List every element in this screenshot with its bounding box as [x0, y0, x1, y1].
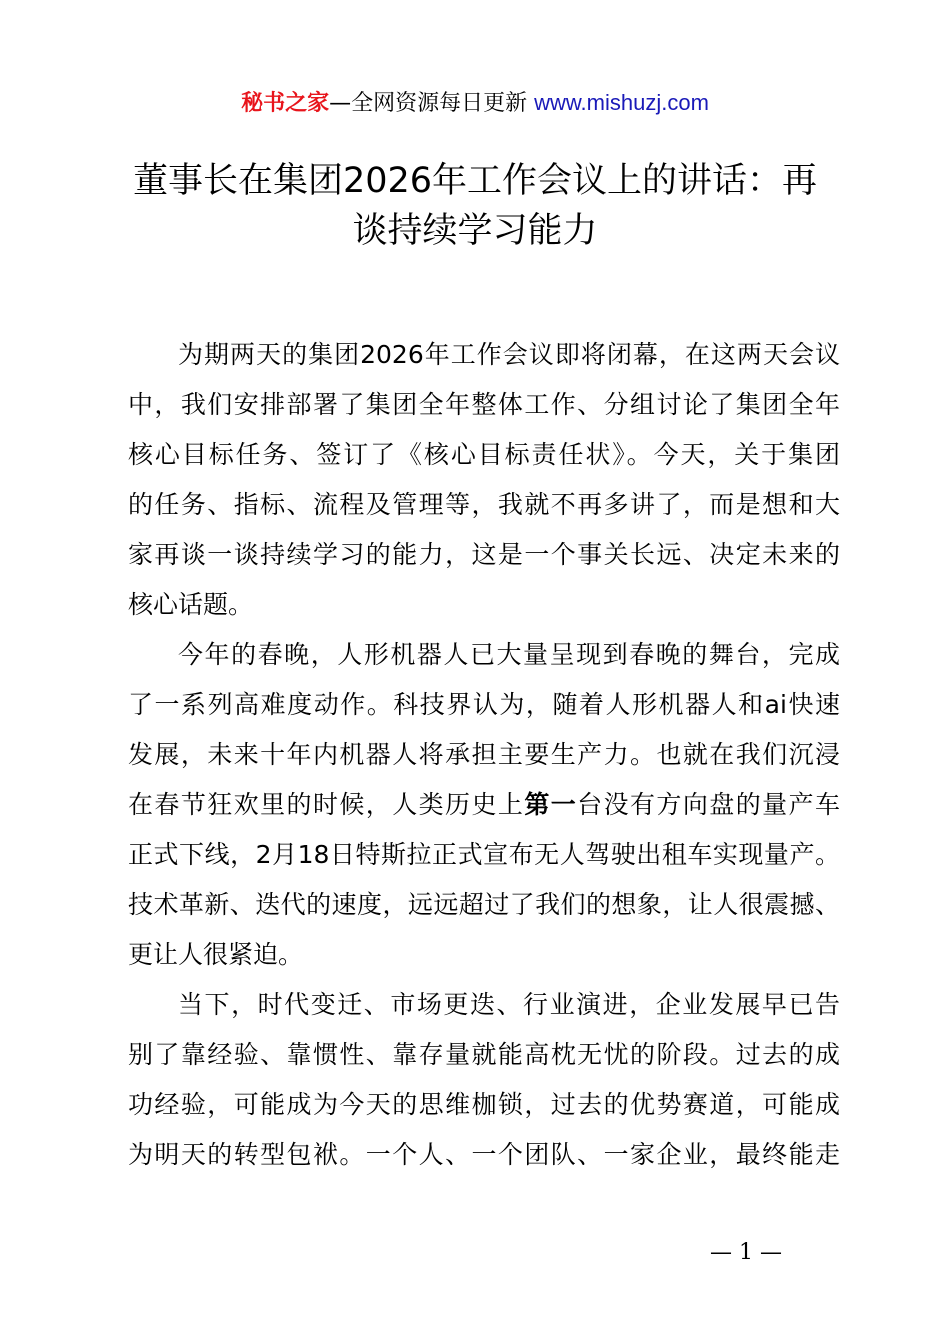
paragraph-line: 了一系列高难度动作。科技界认为，随着人形机器人和ai快速 [128, 690, 840, 719]
title-line-2: 谈持续学习能力 [352, 211, 598, 251]
paragraph-line: 的任务、指标、流程及管理等，我就不再多讲了，而是想和大 [128, 490, 840, 519]
paragraph-line: 核心目标任务、签订了《核心目标责任状》。今天，关于集团 [128, 440, 840, 469]
title-line-1: 董事长在集团2026年工作会议上的讲话：再 [132, 161, 818, 201]
paragraph-line-with-emphasis [128, 780, 840, 830]
paragraph-line: 当下，时代变迁、市场更迭、行业演进，企业发展早已告 [178, 990, 840, 1019]
site-header [0, 86, 950, 121]
paragraph-line: 发展，未来十年内机器人将承担主要生产力。也就在我们沉浸 [128, 740, 840, 769]
paragraph-line: 技术革新、迭代的速度，远远超过了我们的想象，让人很震撼、 [128, 890, 840, 919]
emphasis-text: 第一 [524, 790, 578, 819]
paragraph-line: 中，我们安排部署了集团全年整体工作、分组讨论了集团全年 [128, 390, 840, 419]
document-title [120, 156, 830, 256]
paragraph-line: 为明天的转型包袱。一个人、一个团队、一家企业，最终能走 [128, 1140, 840, 1169]
paragraph-line: 家再谈一谈持续学习的能力，这是一个事关长远、决定未来的 [128, 540, 840, 569]
paragraph-line: 别了靠经验、靠惯性、靠存量就能高枕无忧的阶段。过去的成 [128, 1040, 840, 1069]
brand-name: 秘书之家 [241, 91, 330, 116]
paragraph-1 [128, 330, 840, 630]
document-body [128, 330, 840, 1180]
paragraph-line: 为期两天的集团2026年工作会议即将闭幕，在这两天会议 [178, 340, 840, 369]
paragraph-2 [128, 630, 840, 980]
paragraph-line: 正式下线，2月18日特斯拉正式宣布无人驾驶出租车实现量产。 [128, 840, 840, 869]
site-url-link[interactable]: www.mishuzj.com [534, 90, 709, 115]
paragraph-line: 更让人很紧迫。 [128, 940, 304, 969]
header-tagline: —全网资源每日更新 [329, 91, 535, 116]
paragraph-3 [128, 980, 840, 1180]
paragraph-line: 核心话题。 [128, 590, 254, 619]
line-text-before: 在春节狂欢里的时候，人类历史上 [128, 790, 525, 819]
paragraph-line: 今年的春晚，人形机器人已大量呈现到春晚的舞台，完成 [178, 640, 840, 669]
page-number: — 1 — [710, 1240, 782, 1265]
line-text-after: 台没有方向盘的量产车 [577, 790, 840, 819]
paragraph-line: 功经验，可能成为今天的思维枷锁，过去的优势赛道，可能成 [128, 1090, 840, 1119]
